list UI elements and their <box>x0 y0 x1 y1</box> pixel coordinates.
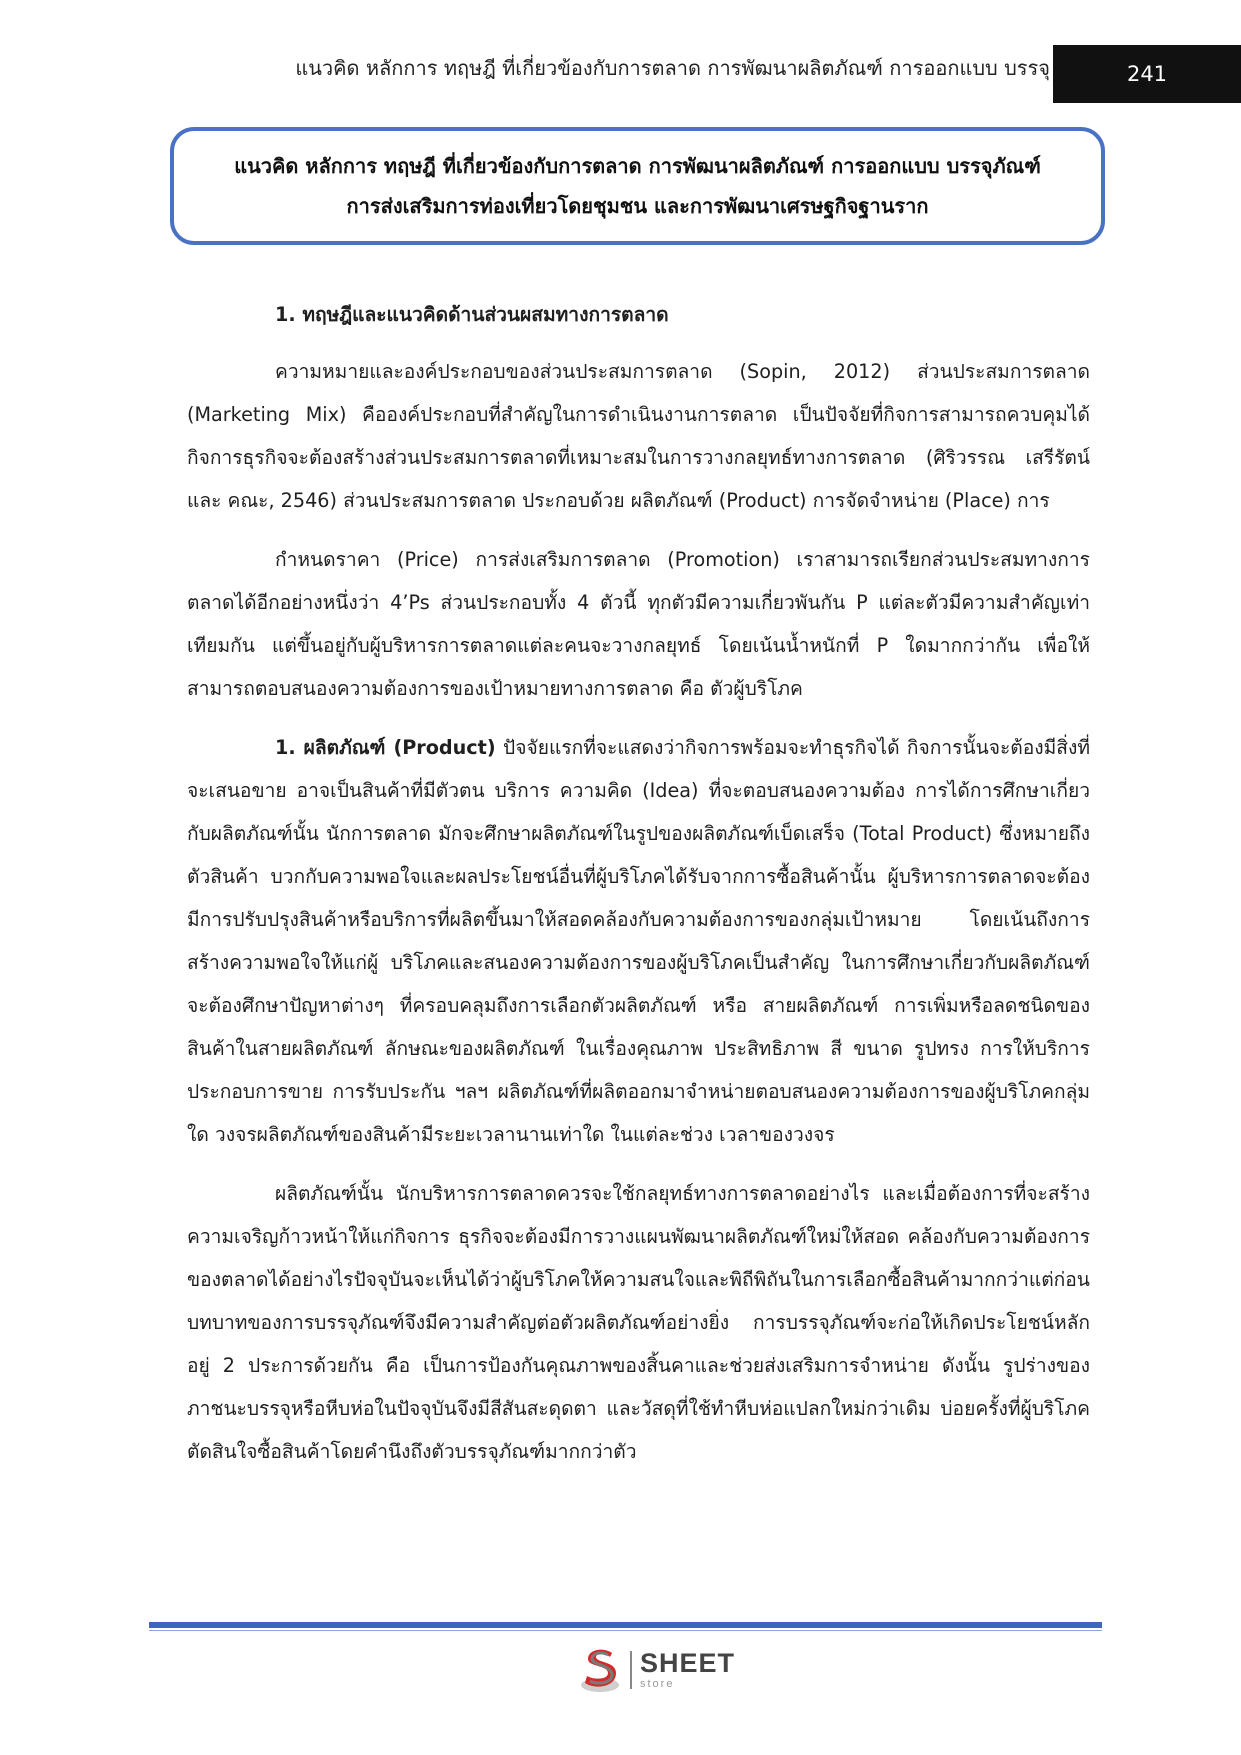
chapter-title-line-1: แนวคิด หลักการ ทฤษฎี ที่เกี่ยวข้องกับการตลาด การพัฒนาผลิตภัณฑ์ การออกแบบ บรรจุภัณฑ์ <box>234 154 1041 178</box>
logo-divider <box>630 1651 632 1689</box>
section-heading: 1. ทฤษฎีและแนวคิดด้านส่วนผสมทางการตลาด <box>275 303 669 326</box>
logo-sheet-text: SHEET <box>640 1648 736 1678</box>
paragraph-4ps: กำหนดราคา (Price) การส่งเสริมการตลาด (Promotion) เราสามารถเรียกส่วนประสมทางการตลาดได้อีกอย่างหนึ่งว่า 4’Ps ส่วนประกอบทั้ง 4 ตัวนี้ ทุกตัวมีความเกี่ยวพันกัน P แต่ละตัวมีความสำคัญเท่าเทียมกัน แต่ขึ้นอยู่กับผู้บริหารการตลาดแต่ละคนจะวางกลยุทธ์ โดยเน้นน้ำหนักที่ P ใดมากกว่ากัน เพื่อให้สามารถตอบสนองความต้องการของเป้าหมายทางการตลาด คือ ตัวผู้บริโภค <box>187 548 1090 700</box>
sheet-logo-icon <box>578 1645 622 1695</box>
sheet-store-logo <box>578 1645 735 1695</box>
page-number: 241 <box>1053 45 1241 103</box>
paragraph-packaging: ผลิตภัณฑ์นั้น นักบริหารการตลาดควรจะใช้กลยุทธ์ทางการตลาดอย่างไร และเมื่อต้องการที่จะสร้างความเจริญก้าวหน้าให้แก่กิจการ ธุรกิจจะต้องมีการวางแผนพัฒนาผลิตภัณฑ์ใหม่ให้สอด คล้องกับความต้องการของตลาดได้อย่างไรปัจจุบันจะเห็นได้ว่าผู้บริโภคให้ความสนใจและพิถีพิถันในการเลือกซื้อสินค้ามากกว่าแต่ก่อน บทบาทของการบรรจุภัณฑ์จึงมีความสำคัญต่อตัวผลิตภัณฑ์อย่างยิ่ง การบรรจุภัณฑ์จะก่อให้เกิดประโยชน์หลักอยู่ 2 ประการด้วยกัน คือ เป็นการป้องกันคุณภาพของสิ้นคาและช่วยส่งเสริมการจำหน่าย ดังนั้น รูปร่างของภาชนะบรรจุหรือหีบห่อในปัจจุบันจึงมีสีสันสะดุดตา และวัสดุที่ใช้ทำหีบห่อแปลกใหม่กว่าเดิม บ่อยครั้งที่ผู้บริโภคตัดสินใจซื้อสินค้าโดยคำนึงถึงตัวบรรจุภัณฑ์มากกว่าตัว <box>187 1182 1090 1463</box>
logo-store-text: store <box>640 1678 675 1690</box>
footer-divider <box>149 1622 1102 1628</box>
running-header: แนวคิด หลักการ ทฤษฎี ที่เกี่ยวข้องกับการตลาด การพัฒนาผลิตภัณฑ์ การออกแบบ บรรจุ <box>295 56 1050 80</box>
product-subheading: 1. ผลิตภัณฑ์ (Product) <box>275 736 496 759</box>
chapter-title-line-2: การส่งเสริมการท่องเที่ยวโดยชุมชน และการพัฒนาเศรษฐกิจฐานราก <box>346 194 929 218</box>
logo-wordmark <box>640 1650 735 1690</box>
paragraph-marketing-mix: ความหมายและองค์ประกอบของส่วนประสมการตลาด (Sopin, 2012) ส่วนประสมการตลาด (Marketing Mix) คือองค์ประกอบที่สำคัญในการดำเนินงานการตลาด เป็นปัจจัยที่กิจการสามารถควบคุมได้ กิจการธุรกิจจะต้องสร้างส่วนประสมการตลาดที่เหมาะสมในการวางกลยุทธ์ทางการตลาด (ศิริวรรณ เสรีรัตน์ และ คณะ, 2546) ส่วนประสมการตลาด ประกอบด้วย ผลิตภัณฑ์ (Product) การจัดจำหน่าย (Place) การ <box>187 360 1090 512</box>
product-body: ปัจจัยแรกที่จะแสดงว่ากิจการพร้อมจะทำธุรกิจได้ กิจการนั้นจะต้องมีสิ่งที่จะเสนอขาย อาจเป็นสินค้าที่มีตัวตน บริการ ความคิด (Idea) ที่จะตอบสนองความต้อง การได้การศึกษาเกี่ยวกับผลิตภัณฑ์นั้น นักการตลาด มักจะศึกษาผลิตภัณฑ์ในรูปของผลิตภัณฑ์เบ็ดเสร็จ (Total Product) ซึ่งหมายถึง ตัวสินค้า บวกกับความพอใจและผลประโยชน์อื่นที่ผู้บริโภคได้รับจากการซื้อสินค้านั้น ผู้บริหารการตลาดจะต้องมีการปรับปรุงสินค้าหรือบริการที่ผลิตขึ้นมาให้สอดคล้องกับความต้องการของกลุ่มเป้าหมาย โดยเน้นถึงการสร้างความพอใจให้แก่ผู้ บริโภคและสนองความต้องการของผู้บริโภคเป็นสำคัญ ในการศึกษาเกี่ยวกับผลิตภัณฑ์ จะต้องศึกษาปัญหาต่างๆ ที่ครอบคลุมถึงการเลือกตัวผลิตภัณฑ์ หรือ สายผลิตภัณฑ์ การเพิ่มหรือลดชนิดของสินค้าในสายผลิตภัณฑ์ ลักษณะของผลิตภัณฑ์ ในเรื่องคุณภาพ ประสิทธิภาพ สี ขนาด รูปทรง การให้บริการประกอบการขาย การรับประกัน ฯลฯ ผลิตภัณฑ์ที่ผลิตออกมาจำหน่ายตอบสนองความต้องการของผู้บริโภคกลุ่มใด วงจรผลิตภัณฑ์ของสินค้ามีระยะเวลานานเท่าใด ในแต่ละช่วง เวลาของวงจร <box>187 736 1091 1146</box>
body-text <box>187 293 1090 1489</box>
paragraph-product <box>187 726 1090 1156</box>
chapter-title-box <box>170 127 1105 245</box>
